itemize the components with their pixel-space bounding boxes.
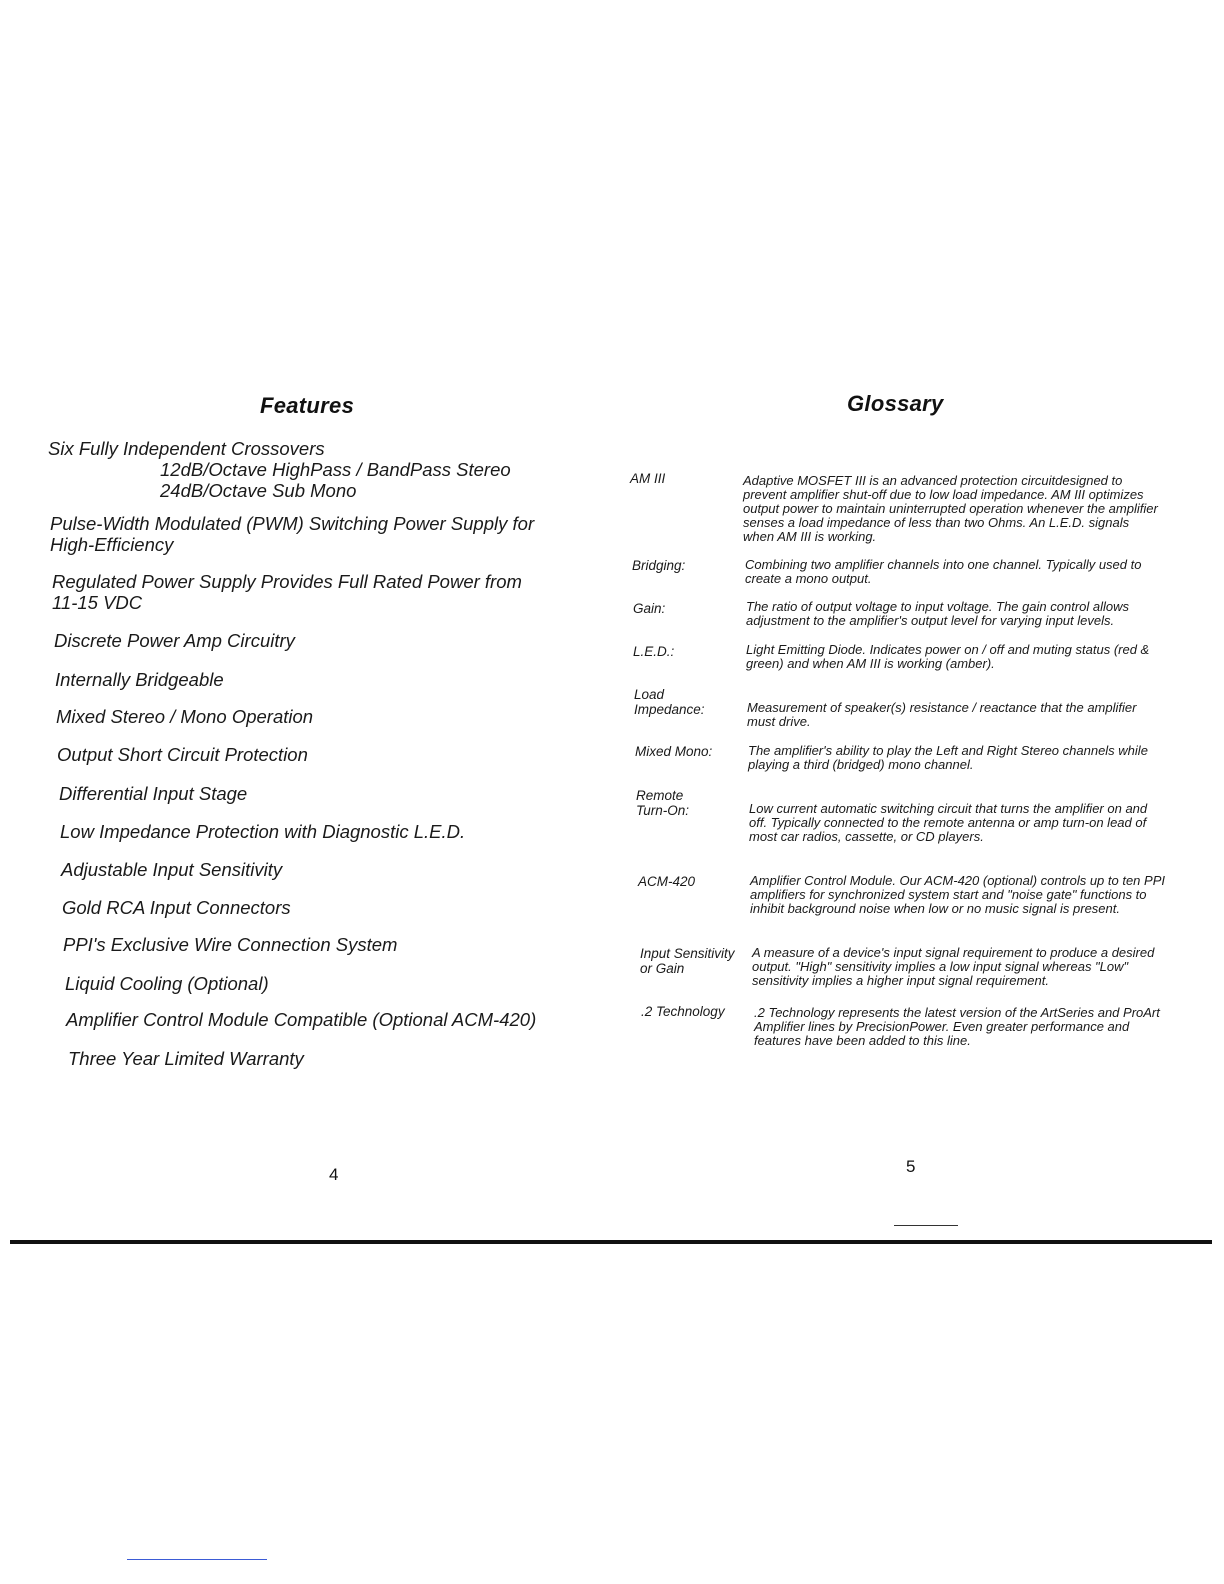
glossary-definition: The ratio of output voltage to input voltage. The gain control allows adjustment to the amplifier's output level for varying input levels.	[746, 599, 1130, 628]
glossary-definition: Amplifier Control Module. Our ACM-420 (optional) controls up to ten PPI amplifiers for synchronized system start and "noise gate" functions to inhibit background noise when low or no music signal is present.	[750, 873, 1165, 916]
glossary-definition: Measurement of speaker(s) resistance / reactance that the amplifier must drive.	[747, 700, 1137, 729]
glossary-definition: Light Emitting Diode. Indicates power on / off and muting status (red & green) and when AM III is working (amber).	[746, 642, 1150, 671]
feature-item: Adjustable Input Sensitivity	[61, 859, 283, 880]
glossary-term: Gain:	[633, 601, 666, 616]
glossary-term: Bridging:	[632, 558, 686, 573]
glossary-term: AM III	[630, 471, 666, 486]
glossary-definition: Combining two amplifier channels into one channel. Typically used to create a mono output.	[745, 557, 1142, 586]
glossary-term: L.E.D.:	[633, 644, 675, 659]
feature-item	[50, 513, 534, 555]
feature-item	[48, 438, 511, 501]
feature-item: Internally Bridgeable	[55, 669, 224, 690]
glossary-term: Input Sensitivity or Gain	[640, 946, 735, 976]
feature-item: Three Year Limited Warranty	[68, 1048, 304, 1069]
glossary-page	[612, 0, 1224, 1584]
glossary-term: Mixed Mono:	[635, 744, 713, 759]
glossary-definition: The amplifier's ability to play the Left and Right Stereo channels while playing a third (bridged) mono channel.	[748, 743, 1148, 772]
feature-subtext: 24dB/Octave Sub Mono	[160, 480, 357, 501]
glossary-term: ACM-420	[638, 874, 696, 889]
bottom-rule	[10, 1240, 1212, 1244]
glossary-term: .2 Technology	[641, 1004, 725, 1019]
feature-text: Pulse-Width Modulated (PWM) Switching Power Supply for	[50, 513, 535, 534]
glossary-definition: .2 Technology represents the latest version of the ArtSeries and ProArt Amplifier lines by PrecisionPower. Even greater performance and features have been added to this line.	[754, 1005, 1160, 1048]
feature-subtext: 12dB/Octave HighPass / BandPass Stereo	[160, 459, 511, 480]
feature-item	[52, 571, 522, 613]
feature-item: Gold RCA Input Connectors	[62, 897, 291, 918]
feature-item: Low Impedance Protection with Diagnostic L.E.D.	[60, 821, 466, 842]
feature-item: Mixed Stereo / Mono Operation	[56, 706, 314, 727]
page-number: 4	[329, 1165, 339, 1184]
glossary-term: Remote Turn-On:	[636, 788, 690, 818]
feature-item: Output Short Circuit Protection	[57, 744, 308, 765]
glossary-heading: Glossary	[847, 391, 944, 416]
feature-text: Six Fully Independent Crossovers	[48, 438, 325, 459]
blue-rule	[127, 1559, 267, 1560]
glossary-definition: Low current automatic switching circuit that turns the amplifier on and off. Typically connected to the remote antenna or amp turn-on lead of most car radios, cassette, or CD players.	[749, 801, 1148, 844]
glossary-definition: Adaptive MOSFET III is an advanced protection circuitdesigned to prevent amplifier shut-off due to low load impedance. AM III optimizes output power to maintain uninterrupted operation whenever the amplifier senses a load impedance of less than two Ohms. An L.E.D. signals when AM III is working.	[743, 473, 1158, 544]
page-number: 5	[906, 1157, 916, 1176]
feature-item: Amplifier Control Module Compatible (Optional ACM-420)	[66, 1009, 537, 1030]
feature-subtext: High-Efficiency	[50, 534, 174, 555]
feature-item: PPI's Exclusive Wire Connection System	[63, 934, 398, 955]
feature-text: Regulated Power Supply Provides Full Rated Power from	[52, 571, 522, 592]
glossary-term: Load Impedance:	[634, 687, 705, 717]
short-rule	[894, 1225, 958, 1226]
feature-item: Liquid Cooling (Optional)	[65, 973, 269, 994]
feature-item: Discrete Power Amp Circuitry	[54, 630, 295, 651]
feature-subtext: 11-15 VDC	[52, 592, 143, 613]
glossary-definition: A measure of a device's input signal requirement to produce a desired output. "High" sensitivity implies a low input signal whereas "Low" sensitivity implies a higher input signal requirement.	[752, 945, 1155, 988]
features-heading: Features	[260, 393, 355, 418]
feature-item: Differential Input Stage	[59, 783, 248, 804]
